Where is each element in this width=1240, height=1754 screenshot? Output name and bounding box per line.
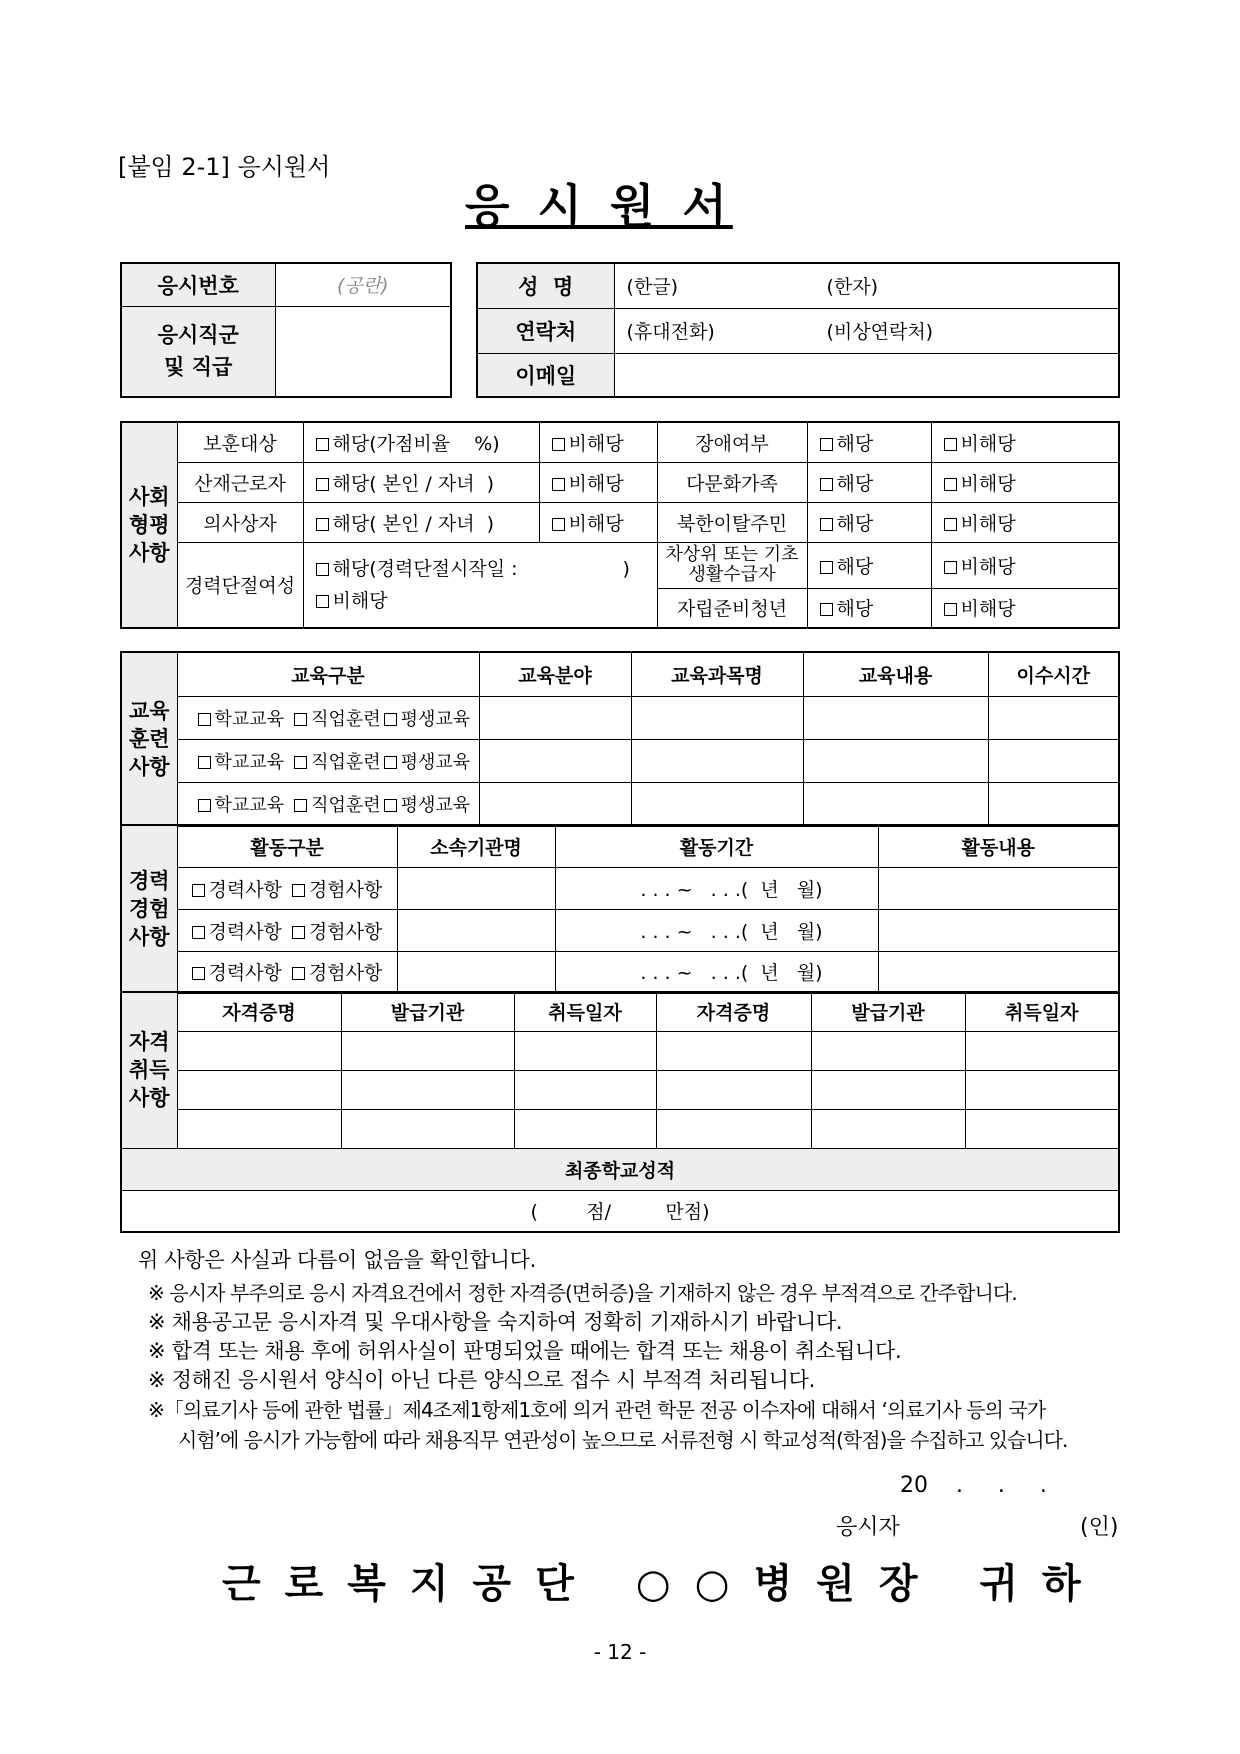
social-option-yes[interactable]: 해당(가점비율 %)	[303, 422, 539, 462]
qualification-header: 취득일자	[514, 992, 656, 1031]
qualification-cell[interactable]	[341, 1109, 514, 1148]
qualification-header: 자격증명	[177, 992, 341, 1031]
job-label	[121, 306, 275, 397]
qualification-cell[interactable]	[965, 1070, 1119, 1109]
checkbox-icon[interactable]	[294, 756, 307, 769]
note-line: 시험’에 응시가 가능함에 따라 채용직무 연관성이 높으므로 서류전형 시 학교성적(학점)을 수집하고 있습니다.	[178, 1428, 1068, 1452]
career-type-options: 경력사항 경험사항	[177, 867, 397, 909]
email-label: 이메일	[477, 353, 614, 397]
emergency-label: (비상연락처)	[826, 321, 934, 343]
education-hours-cell[interactable]	[988, 696, 1119, 739]
social-option-no[interactable]: 비해당	[539, 502, 657, 542]
checkbox-icon[interactable]	[292, 967, 305, 980]
qualification-header: 발급기관	[341, 992, 514, 1031]
checkbox-icon[interactable]	[820, 518, 833, 531]
education-content-cell[interactable]	[803, 739, 988, 782]
social-option-no[interactable]: 비해당	[931, 588, 1119, 628]
confirmation-text: 위 사항은 사실과 다름이 없음을 확인합니다.	[138, 1248, 536, 1272]
checkbox-icon[interactable]	[944, 438, 957, 451]
name-label: 성 명	[477, 263, 614, 308]
checkbox-icon[interactable]	[292, 926, 305, 939]
career-period-cell[interactable]: . . . ~ . . .( 년 월)	[555, 951, 878, 993]
exam-info-table	[120, 262, 452, 398]
career-break-no[interactable]: 비해당	[316, 585, 657, 617]
social-option-no[interactable]: 비해당	[539, 462, 657, 502]
checkbox-icon[interactable]	[820, 478, 833, 491]
exam-no-label: 응시번호	[121, 263, 275, 306]
mobile-label: (휴대전화)	[626, 321, 715, 343]
addressee: 근로복지공단 ○○병원장 귀하	[222, 1561, 1105, 1607]
checkbox-icon[interactable]	[192, 884, 205, 897]
career-type-options: 경력사항 경험사항	[177, 909, 397, 951]
qualification-header: 발급기관	[811, 992, 965, 1031]
exam-no-value: (공란)	[275, 263, 451, 306]
education-subject-cell[interactable]	[631, 696, 803, 739]
social-option-yes[interactable]: 해당	[807, 502, 931, 542]
applicant-label: 응시자	[836, 1515, 900, 1540]
education-hours-cell[interactable]	[988, 782, 1119, 826]
note-line: ※ 채용공고문 응시자격 및 우대사항을 숙지하여 정확히 기재하시기 바랍니다.	[148, 1310, 843, 1334]
career-break-label: 경력단절여성	[177, 542, 303, 628]
social-row-label: 자립준비청년	[657, 588, 807, 628]
qualification-table	[120, 991, 1120, 1233]
education-type-options: 학교교육 직업훈련 평생교육	[177, 739, 479, 782]
checkbox-icon[interactable]	[198, 713, 211, 726]
checkbox-icon[interactable]	[192, 926, 205, 939]
qualification-cell[interactable]	[341, 1070, 514, 1109]
qualification-cell[interactable]	[341, 1031, 514, 1070]
checkbox-icon[interactable]	[316, 478, 329, 491]
note-line: ※ 합격 또는 채용 후에 허위사실이 판명되었을 때에는 합격 또는 채용이 취소됩니다.	[148, 1339, 902, 1363]
education-type-options: 학교교육 직업훈련 평생교육	[177, 782, 479, 826]
career-type-options: 경력사항 경험사항	[177, 951, 397, 993]
education-header: 교육과목명	[631, 652, 803, 696]
checkbox-icon[interactable]	[552, 478, 565, 491]
career-table	[120, 824, 1120, 994]
education-subject-cell[interactable]	[631, 739, 803, 782]
career-header: 활동구분	[177, 825, 397, 867]
education-content-cell[interactable]	[803, 696, 988, 739]
social-option-no[interactable]: 비해당	[931, 462, 1119, 502]
social-option-yes[interactable]: 해당	[807, 422, 931, 462]
name-korean: (한글)	[626, 276, 679, 299]
social-option-yes[interactable]: 해당	[807, 462, 931, 502]
career-org-cell[interactable]	[397, 951, 555, 993]
qualification-cell[interactable]	[656, 1070, 811, 1109]
qualification-cell[interactable]	[965, 1109, 1119, 1148]
education-header: 교육구분	[177, 652, 479, 696]
education-table	[120, 651, 1120, 827]
social-row-label: 의사상자	[177, 502, 303, 542]
qualification-cell[interactable]	[656, 1031, 811, 1070]
career-content-cell[interactable]	[878, 909, 1119, 951]
checkbox-icon[interactable]	[944, 603, 957, 616]
career-org-cell[interactable]	[397, 867, 555, 909]
career-break-options	[303, 542, 657, 628]
checkbox-icon[interactable]	[384, 799, 397, 812]
qualification-cell[interactable]	[177, 1070, 341, 1109]
note-line: ※ 응시자 부주의로 응시 자격요건에서 정한 자격증(면허증)을 기재하지 않은 경우 부적격으로 간주합니다.	[148, 1281, 1017, 1305]
personal-info-table	[476, 262, 1120, 398]
social-option-yes[interactable]: 해당	[807, 542, 931, 588]
checkbox-icon[interactable]	[384, 756, 397, 769]
name-value[interactable]	[614, 263, 1119, 308]
checkbox-icon[interactable]	[294, 713, 307, 726]
checkbox-icon[interactable]	[316, 438, 329, 451]
contact-value[interactable]	[614, 308, 1119, 353]
checkbox-icon[interactable]	[198, 756, 211, 769]
social-option-no[interactable]: 비해당	[539, 422, 657, 462]
career-break-yes[interactable]: 해당(경력단절시작일 : )	[316, 553, 657, 585]
career-header: 활동내용	[878, 825, 1119, 867]
final-grade-value[interactable]: ( 점/ 만점)	[121, 1190, 1119, 1232]
education-field-cell[interactable]	[479, 782, 631, 826]
career-period-cell[interactable]: . . . ~ . . .( 년 월)	[555, 867, 878, 909]
social-row-label: 북한이탈주민	[657, 502, 807, 542]
email-value[interactable]	[614, 353, 1119, 397]
qualification-cell[interactable]	[656, 1109, 811, 1148]
contact-label: 연락처	[477, 308, 614, 353]
social-option-yes[interactable]: 해당( 본인 / 자녀 )	[303, 462, 539, 502]
checkbox-icon[interactable]	[316, 518, 329, 531]
education-header: 교육분야	[479, 652, 631, 696]
seal-label: (인)	[1080, 1515, 1119, 1540]
education-field-cell[interactable]	[479, 696, 631, 739]
qualification-cell[interactable]	[514, 1109, 656, 1148]
qualification-header: 자격증명	[656, 992, 811, 1031]
education-type-options: 학교교육 직업훈련 평생교육	[177, 696, 479, 739]
final-grade-label: 최종학교성적	[121, 1148, 1119, 1190]
social-row-label: 산재근로자	[177, 462, 303, 502]
education-content-cell[interactable]	[803, 782, 988, 826]
career-header: 소속기관명	[397, 825, 555, 867]
checkbox-icon[interactable]	[384, 713, 397, 726]
job-label-line2: 및 직급	[164, 355, 233, 380]
education-section-label: 교육 훈련 사항	[121, 652, 177, 826]
checkbox-icon[interactable]	[944, 478, 957, 491]
checkbox-icon[interactable]	[820, 561, 833, 574]
career-period-cell[interactable]: . . . ~ . . .( 년 월)	[555, 909, 878, 951]
education-hours-cell[interactable]	[988, 739, 1119, 782]
job-label-line1: 응시직군	[157, 323, 239, 348]
education-field-cell[interactable]	[479, 739, 631, 782]
job-value[interactable]	[275, 306, 451, 397]
checkbox-icon[interactable]	[316, 563, 329, 576]
social-option-no[interactable]: 비해당	[931, 542, 1119, 588]
checkbox-icon[interactable]	[820, 603, 833, 616]
social-row-label: 차상위 또는 기초생활수급자	[657, 542, 807, 588]
education-header: 교육내용	[803, 652, 988, 696]
qualification-cell[interactable]	[965, 1031, 1119, 1070]
qualification-cell[interactable]	[811, 1070, 965, 1109]
checkbox-icon[interactable]	[292, 884, 305, 897]
qualification-cell[interactable]	[811, 1031, 965, 1070]
checkbox-icon[interactable]	[316, 595, 329, 608]
checkbox-icon[interactable]	[294, 799, 307, 812]
note-line: ※ 정해진 응시원서 양식이 아닌 다른 양식으로 접수 시 부적격 처리됩니다.	[148, 1368, 816, 1392]
career-section-label: 경력 경험 사항	[121, 825, 177, 993]
social-equity-table	[120, 421, 1120, 629]
name-hanja: (한자)	[826, 276, 879, 299]
checkbox-icon[interactable]	[944, 518, 957, 531]
page-title: 응 시 원 서	[465, 179, 733, 233]
social-option-yes[interactable]: 해당( 본인 / 자녀 )	[303, 502, 539, 542]
social-row-label: 장애여부	[657, 422, 807, 462]
social-option-no[interactable]: 비해당	[931, 422, 1119, 462]
qualification-cell[interactable]	[811, 1109, 965, 1148]
education-header: 이수시간	[988, 652, 1119, 696]
checkbox-icon[interactable]	[820, 438, 833, 451]
career-header: 활동기간	[555, 825, 878, 867]
checkbox-icon[interactable]	[192, 967, 205, 980]
social-option-no[interactable]: 비해당	[931, 502, 1119, 542]
date-line[interactable]: 20 . . .	[900, 1473, 1047, 1498]
qualification-section-label: 자격 취득 사항	[121, 992, 177, 1148]
education-subject-cell[interactable]	[631, 782, 803, 826]
social-row-label: 보훈대상	[177, 422, 303, 462]
qualification-cell[interactable]	[177, 1031, 341, 1070]
attachment-label: [붙임 2-1] 응시원서	[118, 153, 331, 181]
career-content-cell[interactable]	[878, 951, 1119, 993]
checkbox-icon[interactable]	[552, 438, 565, 451]
social-row-label: 다문화가족	[657, 462, 807, 502]
qualification-cell[interactable]	[514, 1070, 656, 1109]
social-section-label: 사회 형평 사항	[121, 422, 177, 628]
checkbox-icon[interactable]	[198, 799, 211, 812]
qualification-header: 취득일자	[965, 992, 1119, 1031]
social-option-yes[interactable]: 해당	[807, 588, 931, 628]
qualification-cell[interactable]	[177, 1109, 341, 1148]
page-number: - 12 -	[593, 1640, 647, 1664]
qualification-cell[interactable]	[514, 1031, 656, 1070]
note-line: ※「의료기사 등에 관한 법률」제4조제1항제1호에 의거 관련 학문 전공 이수자에 대해서 ‘의료기사 등의 국가	[148, 1398, 1046, 1422]
checkbox-icon[interactable]	[552, 518, 565, 531]
career-content-cell[interactable]	[878, 867, 1119, 909]
checkbox-icon[interactable]	[944, 561, 957, 574]
career-org-cell[interactable]	[397, 909, 555, 951]
